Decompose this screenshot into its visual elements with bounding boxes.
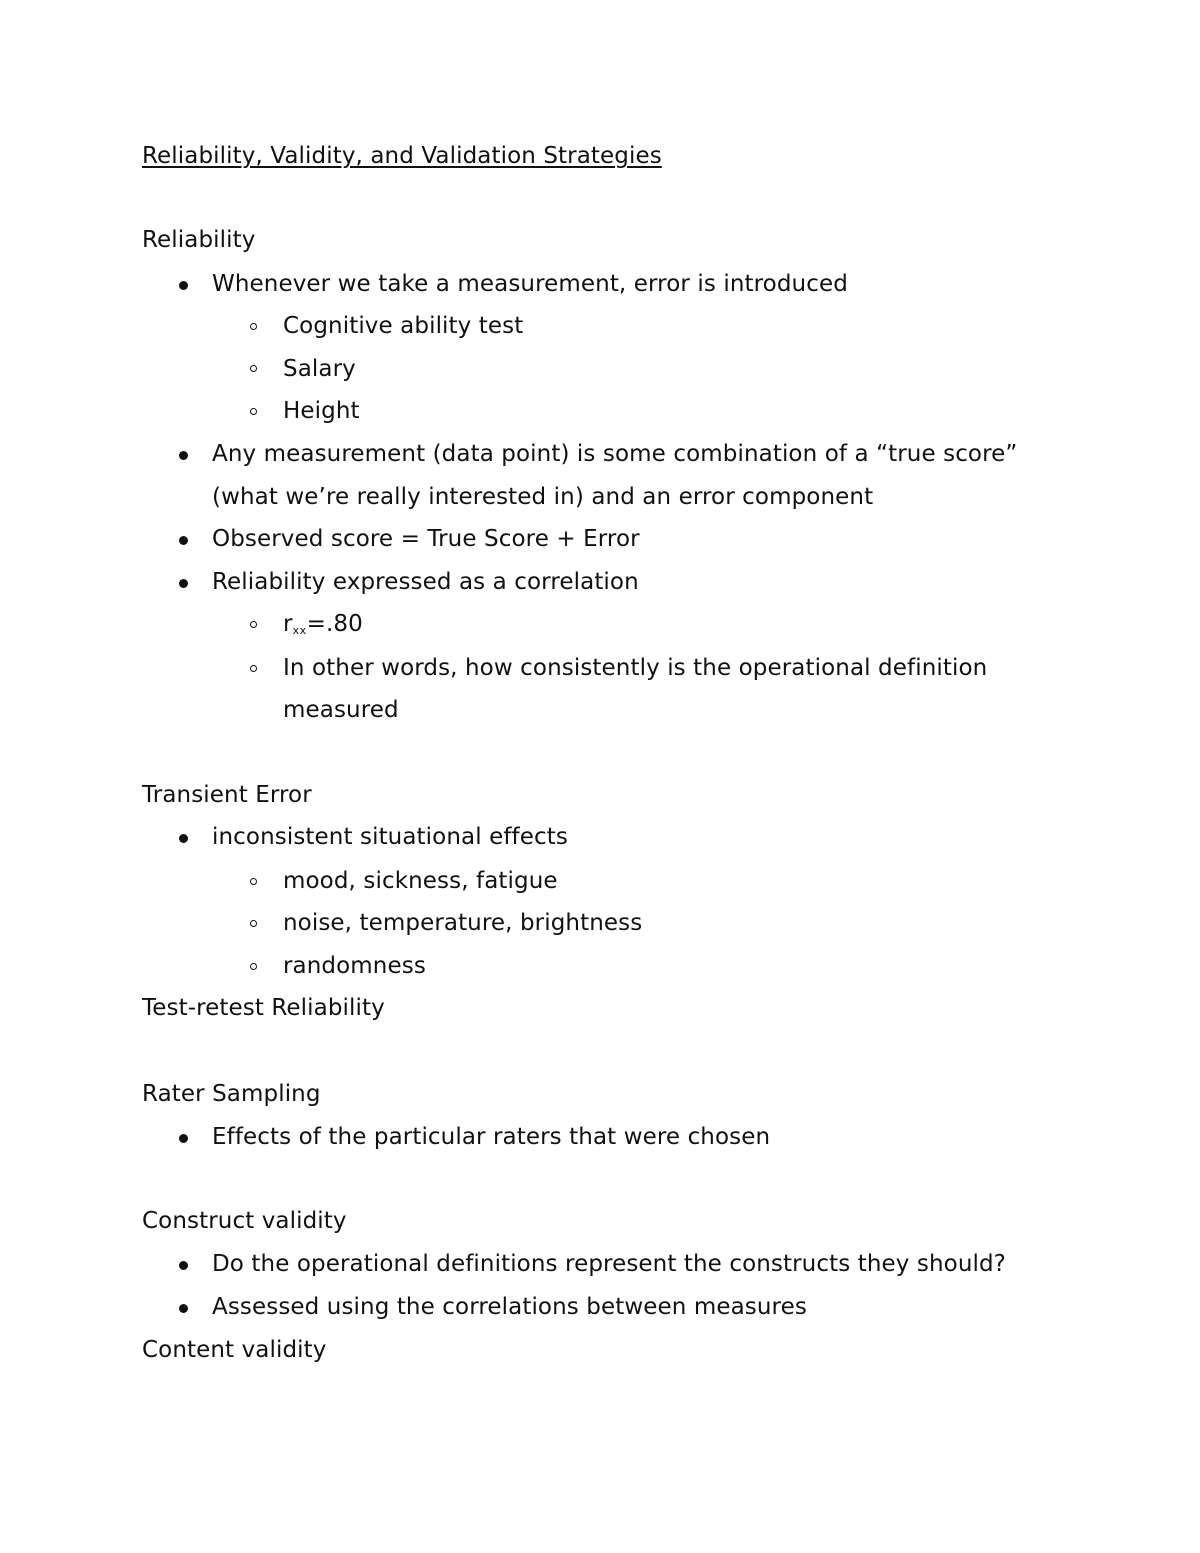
list-item: Reliability expressed as a correlation (212, 569, 639, 595)
bullet-dot-icon (179, 451, 188, 460)
section-heading-construct-validity: Construct validity (142, 1208, 347, 1234)
bullet-circle-icon (250, 665, 257, 672)
list-item: mood, sickness, fatigue (283, 868, 558, 894)
bullet-dot-icon (179, 1134, 188, 1143)
bullet-dot-icon (179, 1261, 188, 1270)
list-item: Do the operational definitions represent the constructs they should? (212, 1251, 1006, 1277)
section-heading-content-validity: Content validity (142, 1337, 327, 1363)
list-item: Cognitive ability test (283, 313, 524, 339)
list-item: inconsistent situational effects (212, 824, 568, 850)
list-item: Height (283, 398, 360, 424)
section-heading-test-retest: Test-retest Reliability (142, 995, 385, 1021)
bullet-circle-icon (250, 878, 257, 885)
bullet-dot-icon (179, 834, 188, 843)
rxx-suffix: =.80 (306, 611, 363, 637)
section-heading-rater-sampling: Rater Sampling (142, 1081, 321, 1107)
rxx-prefix: r (283, 611, 293, 637)
section-heading-transient-error: Transient Error (142, 782, 312, 808)
rxx-subscript: xx (292, 624, 307, 637)
bullet-dot-icon (179, 536, 188, 545)
bullet-dot-icon (179, 579, 188, 588)
list-item: Observed score = True Score + Error (212, 526, 640, 552)
list-item: Whenever we take a measurement, error is introduced (212, 271, 848, 297)
document-title: Reliability, Validity, and Validation Strategies (142, 143, 662, 169)
list-item: Salary (283, 356, 356, 382)
bullet-circle-icon (250, 323, 257, 330)
bullet-circle-icon (250, 408, 257, 415)
bullet-circle-icon (250, 920, 257, 927)
bullet-circle-icon (250, 963, 257, 970)
list-item: Effects of the particular raters that were chosen (212, 1124, 771, 1150)
list-item-rxx (283, 609, 363, 646)
list-item: randomness (283, 953, 426, 979)
list-item: Assessed using the correlations between measures (212, 1294, 807, 1320)
list-item: In other words, how consistently is the operational definition (283, 655, 988, 681)
bullet-dot-icon (179, 281, 188, 290)
list-item: Any measurement (data point) is some combination of a “true score” (212, 441, 1018, 467)
list-item: noise, temperature, brightness (283, 910, 643, 936)
list-item-continuation: measured (283, 697, 399, 723)
section-heading-reliability: Reliability (142, 227, 256, 253)
bullet-circle-icon (250, 365, 257, 372)
bullet-dot-icon (179, 1304, 188, 1313)
list-item-continuation: (what we’re really interested in) and an error component (212, 484, 874, 510)
bullet-circle-icon (250, 621, 257, 628)
